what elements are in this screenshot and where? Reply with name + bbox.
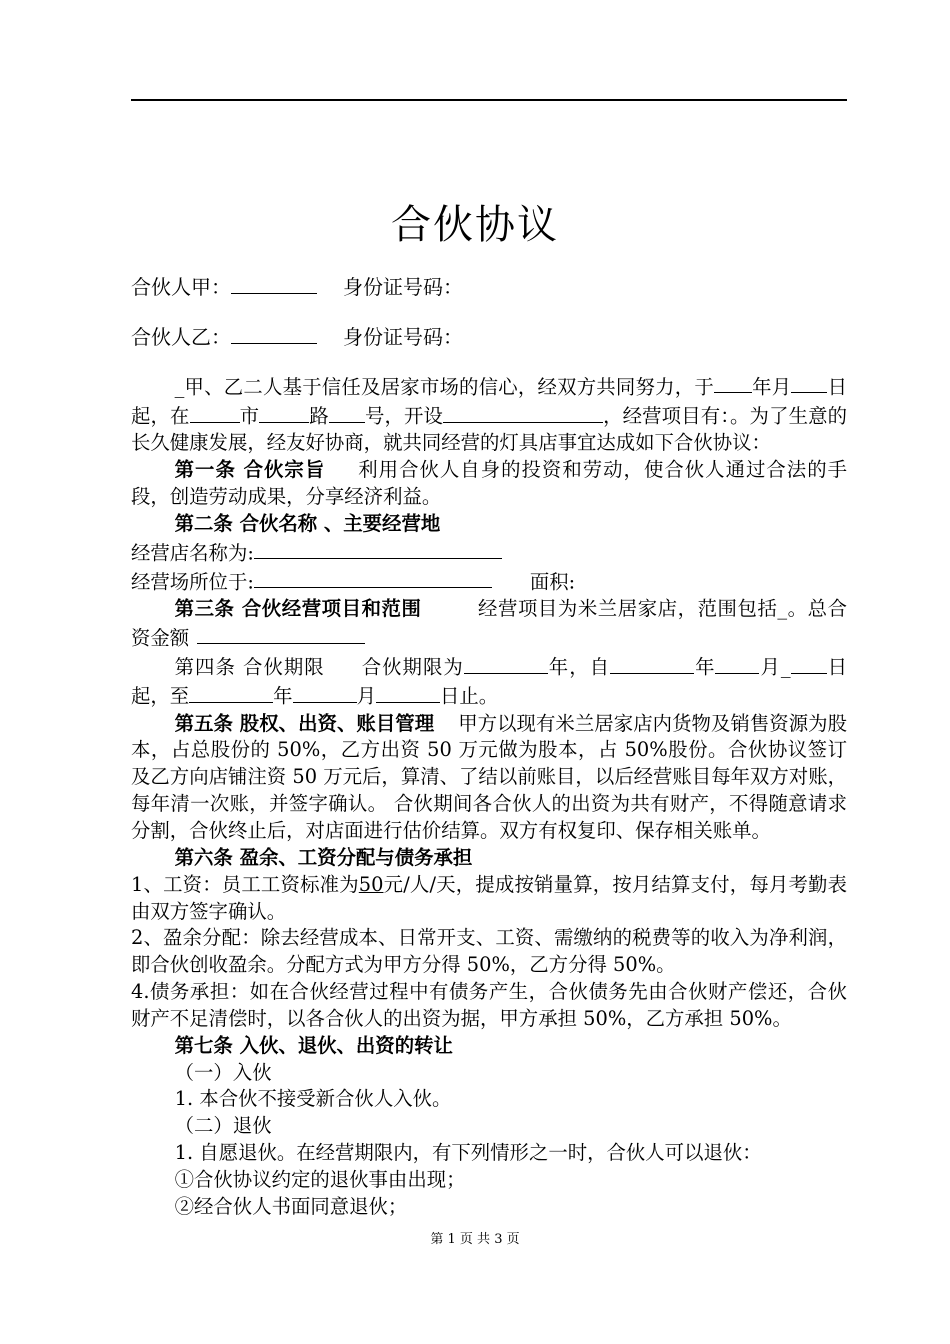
article-4-text-2: 年，自 <box>547 655 611 679</box>
store-name-label: 经营店名称为: <box>131 541 254 565</box>
article-4-text-1: 合伙期限为 <box>360 655 464 679</box>
wage-text-1: 1、工资：员工工资标准为 <box>131 872 359 896</box>
city-blank <box>190 401 240 422</box>
road-blank <box>259 401 309 422</box>
article-4-text-7: 月 <box>356 684 376 708</box>
document-title: 合伙协议 <box>391 202 559 248</box>
article-4-text-5: 日起，至 <box>131 655 848 708</box>
wage-paragraph <box>131 872 847 926</box>
quit-item-1b: ②经合伙人书面同意退伙； <box>174 1194 408 1218</box>
intro-text-5: 路 <box>309 404 329 428</box>
store-name-blank <box>254 538 502 559</box>
party-b-name-blank <box>231 322 317 344</box>
article-7-heading-line <box>131 1033 847 1060</box>
party-a-id-label: 身份证号码： <box>343 275 463 299</box>
intro-paragraph <box>131 372 847 457</box>
day-blank <box>791 372 827 393</box>
wage-text-2: 元/人/天，提成按销量算，按月结算支付，每月考勤表由双方签字确认。 <box>131 872 847 923</box>
agreement-body <box>131 372 847 1221</box>
term-years-blank <box>464 652 548 673</box>
article-4 <box>131 652 847 710</box>
number-blank <box>329 401 365 422</box>
article-3 <box>131 596 847 652</box>
intro-text-6: 号，开设 <box>364 404 444 428</box>
article-4-heading: 第四条 合伙期限 <box>174 655 325 679</box>
party-a-name-blank <box>231 272 317 294</box>
shop-blank <box>443 401 603 422</box>
party-a-label: 合伙人甲： <box>131 275 231 299</box>
location-label: 经营场所位于: <box>131 570 254 594</box>
intro-text-4: 市 <box>239 404 260 428</box>
store-name-line <box>131 538 847 567</box>
article-6-heading-line <box>131 845 847 872</box>
start-month-blank <box>715 652 759 673</box>
area-label: 面积: <box>529 570 576 594</box>
party-b-line <box>131 322 463 351</box>
article-3-text: 经营项目为米兰居家店，范围包括_。总合资金额 <box>131 597 847 650</box>
end-month-blank <box>293 681 357 702</box>
party-b-label: 合伙人乙： <box>131 325 231 349</box>
debt-paragraph: 4.债务承担：如在合伙经营过程中有债务产生，合伙债务先由合伙财产偿还，合伙财产不足清偿时，以各合伙人的出资为据，甲方承担 50%，乙方承担 50%。 <box>131 980 847 1030</box>
article-4-text-6: 年 <box>273 684 293 708</box>
article-4-text-3: 年 <box>694 655 716 679</box>
wage-amount: 50 <box>358 872 384 896</box>
article-6-heading: 第六条 盈余、工资分配与债务承担 <box>174 845 473 869</box>
intro-text-7: ，经营项目有：。为了生意的长久健康发展，经友好协商，就共同经营的灯具店事宜达成如下合伙协议： <box>131 404 848 455</box>
location-line <box>131 567 847 596</box>
article-4-text-8: 日止。 <box>439 684 499 708</box>
header-rule <box>131 99 847 101</box>
end-year-blank <box>189 681 273 702</box>
start-day-blank <box>791 652 827 673</box>
intro-text-2: 年月 <box>751 375 792 399</box>
article-2-heading-line <box>131 511 847 538</box>
quit-item-1: 1. 自愿退伙。在经营期限内，有下列情形之一时，合伙人可以退伙： <box>174 1141 762 1165</box>
intro-text-3: 日起，在 <box>131 375 847 428</box>
quit-item-1a: ①合伙协议约定的退伙事由出现； <box>174 1167 466 1191</box>
article-5-heading: 第五条 股权、出资、账目管理 <box>174 711 435 735</box>
end-day-blank <box>376 681 440 702</box>
article-1 <box>131 457 847 511</box>
article-2-heading: 第二条 合伙名称 、主要经营地 <box>174 511 441 535</box>
article-5-text: 甲方以现有米兰居家店内货物及销售资源为股本，占总股份的 50%，乙方出资 50 万元做为股本，占 50%股份。合伙协议签订及乙方向店铺注资 50 万元后，算清、了结以前账目，以后经营账目每年双方对账，每年清一次账，并签字确认。 合伙期间各合伙人的出资为共有财产，不得随意请求分割，合伙终止后，对店面进行估价结算。双方有权复印、保存相关账单。 <box>131 711 847 843</box>
article-3-heading: 第三条 合伙经营项目和范围 <box>174 597 422 621</box>
year-blank <box>714 372 752 393</box>
quit-title: （二）退伙 <box>174 1114 272 1138</box>
article-5 <box>131 711 847 845</box>
join-item-1: 1. 本合伙不接受新合伙人入伙。 <box>174 1087 452 1111</box>
total-capital-blank <box>197 623 365 644</box>
party-a-line <box>131 272 463 301</box>
start-year-blank <box>610 652 694 673</box>
article-1-heading: 第一条 合伙宗旨 <box>174 458 326 482</box>
page-footer: 第 1 页 共 3 页 <box>430 1232 520 1247</box>
intro-text-1: _甲、乙二人基于信任及居家市场的信心，经双方共同努力，于 <box>174 375 714 399</box>
profit-paragraph: 2、盈余分配：除去经营成本、日常开支、工资、需缴纳的税费等的收入为净利润，即合伙创收盈余。分配方式为甲方分得 50%，乙方分得 50%。 <box>131 926 847 977</box>
location-blank <box>254 567 492 588</box>
join-title: （一）入伙 <box>174 1060 272 1084</box>
party-b-id-label: 身份证号码： <box>343 325 463 349</box>
article-4-text-4: 月_ <box>759 655 791 679</box>
article-1-text: 利用合伙人自身的投资和劳动，使合伙人通过合法的手段，创造劳动成果，分享经济利益。 <box>131 458 847 509</box>
article-7-heading: 第七条 入伙、退伙、出资的转让 <box>174 1033 453 1057</box>
